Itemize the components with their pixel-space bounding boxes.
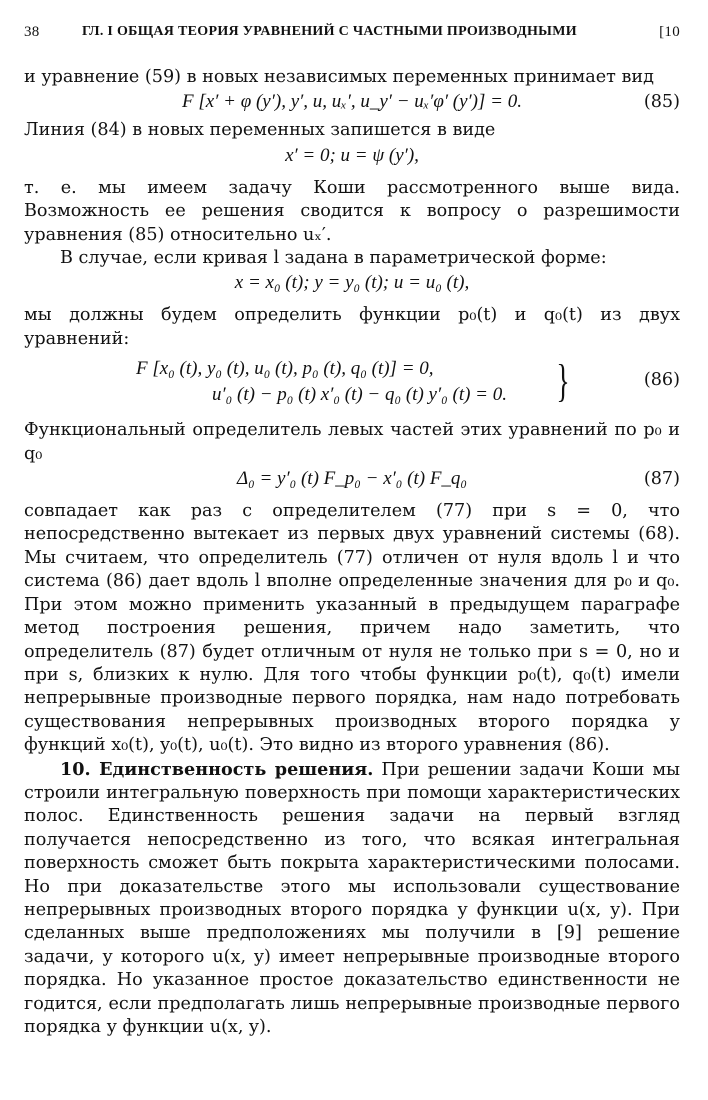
equation-85 (24, 89, 680, 115)
equation-84 (24, 143, 680, 169)
equation-87 (24, 466, 680, 492)
page-number: 38 (24, 24, 40, 40)
section-10-text: При решении задачи Коши мы строили интегральную поверхность при помощи характеристических полос. Единственность решения задачи на первый взгляд получается непосредственно из того, что всякая интегральная поверхность сможет быть покрыта характеристическими полосами. Но при доказательстве этого мы использовали существование непрерывных производных второго порядка у функции u(x, y). При сделанных выше предположениях мы получили в [9] решение задачи, у которого u(x, y) имеет непрерывные производные второго порядка. Но указанное простое доказательство единственности не годится, если предполагать лишь непрерывные производные первого порядка у функции u(x, y). (24, 759, 681, 1037)
section-10-title: 10. Единственность решения. (60, 758, 374, 780)
section-10-paragraph (24, 758, 680, 1040)
section-mark: [10 (659, 24, 680, 40)
equation-86-number: (86) (643, 370, 680, 391)
page-header (24, 24, 680, 46)
paragraph-7: совпадает как раз с определителем (77) при s = 0, что непосредственно вытекает из первых двух уравнений системы (68). Мы считаем, что определитель (77) отличен от нуля вдоль l и что система (86) дает вдоль l вполне определенные значения для p₀ и q₀. При этом можно применить указанный в предыдущем параграфе метод построения решения, причем надо заметить, что определитель (87) будет отличным от нуля не только при s = 0, но и при s, близких к нулю. Для того чтобы функции p₀(t), q₀(t) имели непрерывные производные первого порядка, нам надо потребовать существования непрерывных производных второго порядка у функций x₀(t), y₀(t), u₀(t). Это видно из второго уравнения (86). (24, 501, 680, 756)
equation-param-expression: x = x₀ (t); y = y₀ (t); u = u₀ (t), (234, 272, 470, 294)
equation-86-brace: } (556, 355, 570, 407)
paragraph-5: мы должны будем определить функции p₀(t) и q₀(t) из двух уравнений: (24, 305, 680, 349)
equation-86 (24, 355, 680, 411)
page-body (24, 66, 680, 1039)
paragraph-2: Линия (84) в новых переменных запишется в виде (24, 120, 496, 141)
equation-85-number: (85) (643, 92, 680, 113)
paragraph-1: и уравнение (59) в новых независимых переменных принимает вид (24, 67, 654, 87)
paragraph-3: т. е. мы имеем задачу Коши рассмотренного выше вида. Возможность ее решения сводится к вопросу о разрешимости уравнения (85) относительно uₓ′. (24, 177, 680, 245)
equation-87-number: (87) (643, 469, 680, 490)
equation-84-expression: x′ = 0; u = ψ (y′), (285, 144, 419, 166)
paragraph-4: В случае, если кривая l задана в параметрической форме: (60, 248, 607, 269)
equation-86-line-2: u′₀ (t) − p₀ (t) x′₀ (t) − q₀ (t) y′₀ (t) = 0. (212, 384, 507, 406)
equation-85-expression: F [x′ + φ (y′), y′, u, uₓ′, u_y′ − uₓ′φ′ (y′)] = 0. (182, 91, 522, 113)
equation-87-expression: Δ₀ = y′₀ (t) F_p₀ − x′₀ (t) F_q₀ (236, 468, 468, 490)
paragraph-6: Функциональный определитель левых частей этих уравнений по p₀ и q₀ (24, 420, 680, 464)
equation-86-line-1: F [x₀ (t), y₀ (t), u₀ (t), p₀ (t), q₀ (t)] = 0, (136, 358, 434, 380)
equation-param (24, 270, 680, 296)
running-head: ГЛ. I ОБЩАЯ ТЕОРИЯ УРАВНЕНИЙ С ЧАСТНЫМИ ПРОИЗВОДНЫМИ (82, 24, 577, 39)
